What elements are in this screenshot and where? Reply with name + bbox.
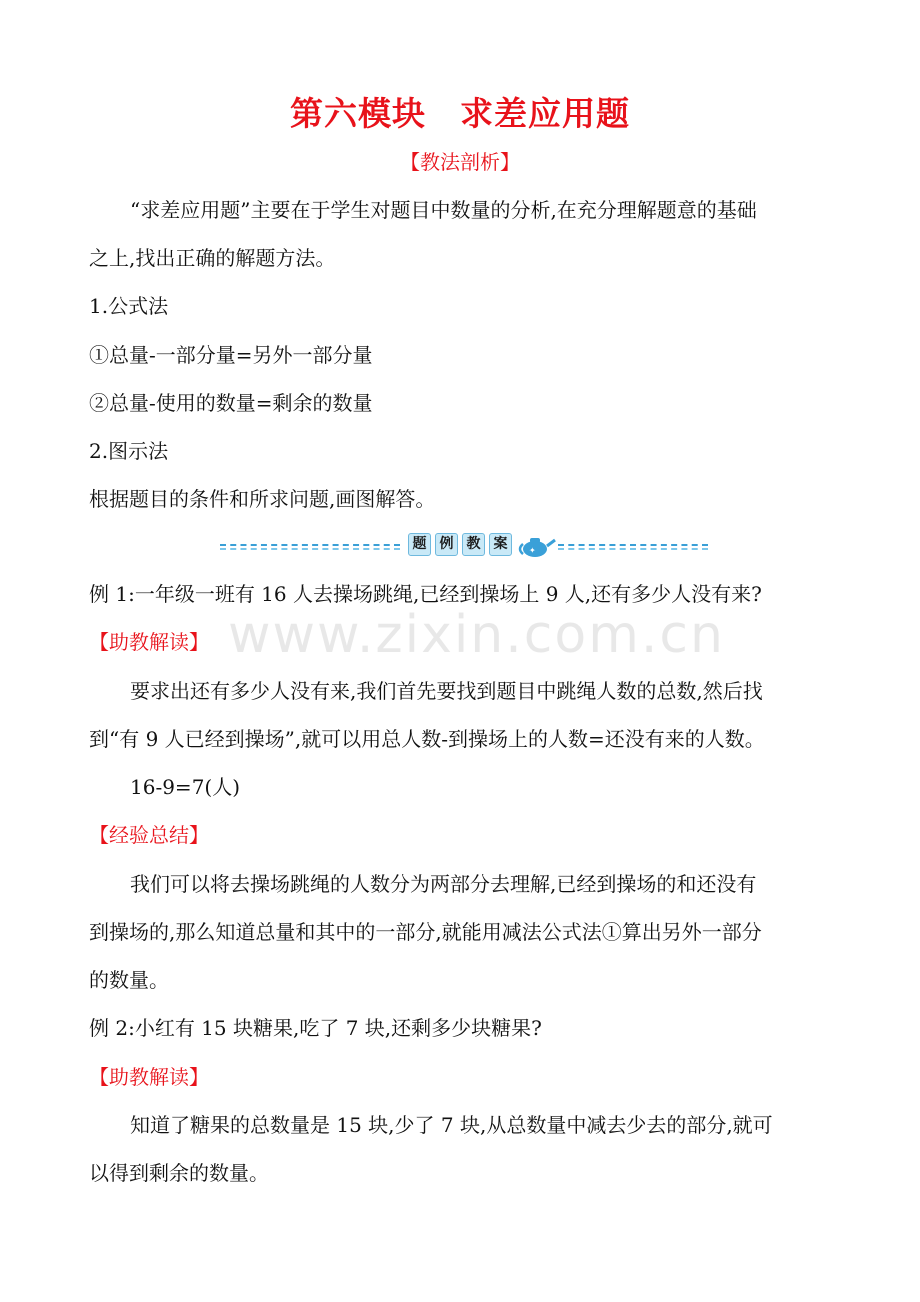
method-1-title: 1.公式法: [89, 294, 169, 318]
example-1-summary-line-1: 我们可以将去操场跳绳的人数分为两部分去理解,已经到操场的和还没有: [130, 872, 757, 896]
banner-char: 例: [435, 533, 458, 556]
banner-divider-right: [558, 544, 708, 546]
banner-divider-right-inner: [558, 548, 708, 550]
example-2-question: 例 2:小红有 15 块糖果,吃了 7 块,还剩多少块糖果?: [89, 1016, 542, 1040]
watermark: www.zixin.com.cn: [228, 605, 725, 665]
formula-2: ②总量-使用的数量=剩余的数量: [89, 391, 373, 415]
example-1-hint-line-2: 到“有 9 人已经到操场”,就可以用总人数-到操场上的人数=还没有来的人数。: [89, 727, 765, 751]
page-title: 第六模块 求差应用题: [290, 94, 630, 133]
banner-char: 案: [489, 533, 512, 556]
section-teaching-label: 【教法剖析】: [400, 150, 520, 174]
example-1-summary-label: 【经验总结】: [89, 823, 209, 847]
example-section-banner: [220, 528, 710, 562]
example-1-calculation: 16-9=7(人): [130, 775, 241, 799]
teapot-icon: [517, 530, 557, 560]
banner-divider-left: [220, 544, 400, 546]
intro-text-line-1: “求差应用题”主要在于学生对题目中数量的分析,在充分理解题意的基础: [130, 198, 757, 222]
banner-char: 教: [462, 533, 485, 556]
example-1-summary-line-2: 到操场的,那么知道总量和其中的一部分,就能用减法公式法①算出另外一部分: [89, 920, 762, 944]
formula-1: ①总量-一部分量=另外一部分量: [89, 343, 373, 367]
banner-char: 题: [408, 533, 431, 556]
method-2-title: 2.图示法: [89, 439, 169, 463]
intro-text-line-2: 之上,找出正确的解题方法。: [89, 246, 336, 270]
method-2-description: 根据题目的条件和所求问题,画图解答。: [89, 487, 436, 511]
example-2-hint-line-2: 以得到剩余的数量。: [89, 1161, 269, 1185]
example-2-hint-line-1: 知道了糖果的总数量是 15 块,少了 7 块,从总数量中减去少去的部分,就可: [130, 1113, 773, 1137]
example-1-hint-line-1: 要求出还有多少人没有来,我们首先要找到题目中跳绳人数的总数,然后找: [130, 679, 763, 703]
example-1-summary-line-3: 的数量。: [89, 968, 169, 992]
example-1-question: 例 1:一年级一班有 16 人去操场跳绳,已经到操场上 9 人,还有多少人没有来?: [89, 582, 762, 606]
example-2-hint-label: 【助教解读】: [89, 1065, 209, 1089]
example-1-hint-label: 【助教解读】: [89, 630, 209, 654]
svg-text:✦: ✦: [529, 546, 536, 555]
banner-divider-left-inner: [220, 548, 400, 550]
